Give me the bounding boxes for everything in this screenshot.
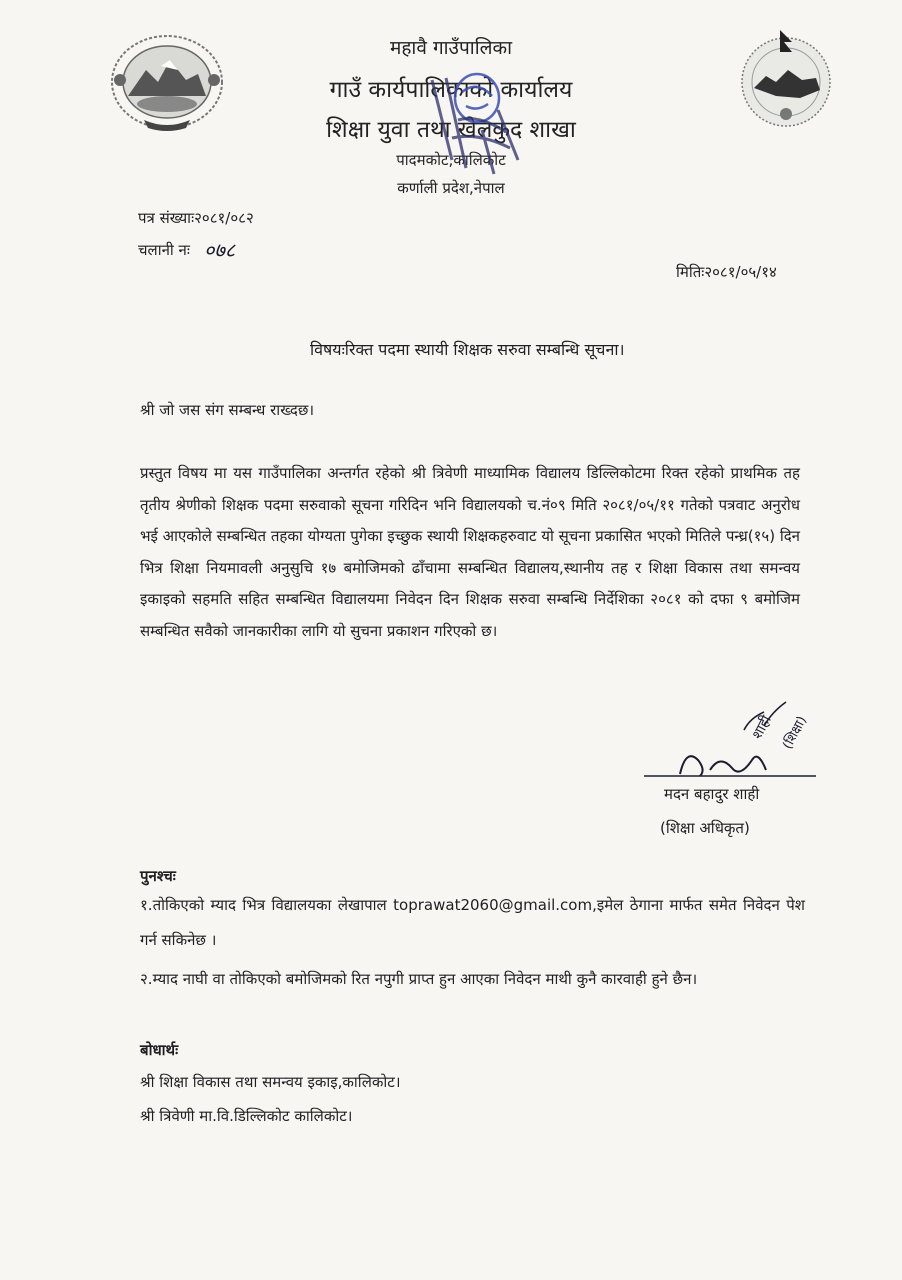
cc-label: बोधार्थः [140,1041,179,1059]
postscript-item-2: २.म्याद नाघी वा तोकिएको बमोजिमको रित नपुगी प्राप्त हुन आएका निवेदन माथी कुनै कारवाही हुने छैन। [140,970,698,988]
office-seal-stamp [422,50,532,180]
letter-reference-number: पत्र संख्याः२०८१/०८२ [138,209,254,227]
dispatch-number-handwritten: ०७८ [204,238,236,262]
municipality-name: महावै गाउँपालिका [389,37,513,59]
cc-recipient-2: श्री त्रिवेणी मा.वि.डिल्लिकोट कालिकोट। [140,1107,353,1125]
signatory-name: मदन बहादुर शाही [664,785,760,803]
province-name: कर्णाली प्रदेश,नेपाल [397,179,505,197]
svg-text:शाही: शाही [749,712,775,742]
svg-text:(शिक्षा): (शिक्षा) [780,713,810,752]
notice-body-paragraph: प्रस्तुत विषय मा यस गाउँपालिका अन्तर्गत रहेको श्री त्रिवेणी माध्यामिक विद्यालय डिल्लिकोटमा रिक्त रहेको प्राथमिक तह तृतीय श्रेणीको शिक्षक पदमा सरुवाको सूचना गरिदिन भनि विद्यालयको च.नं०९ मिति २०८१/०५/११ गतेको पत्रवाट अनुरोध भई आएकोले सम्बन्धित तहका योग्यता पुगेका इच्छुक स्थायी शिक्षकहरुवाट यो सूचना प्रकासित भएको मितिले पन्ध्र(१५) दिन भित्र शिक्षा नियमावली अनुसुचि १७ बमोजिमको ढाँचामा सम्बन्धित विद्यालय,स्थानीय तह र शिक्षा विकास तथा समन्वय इकाइको सहमति सहित सम्बन्धित विद्यालयमा निवेदन दिन शिक्षक सरुवा सम्बन्धि निर्देशिका २०८१ को दफा ९ बमोजिम सम्बन्धित सवैको जानकारीका लागि यो सुचना प्रकाशन गरिएको छ। [140,464,800,640]
office-name: गाउँ कार्यपालिकाको कार्यालय [329,77,573,103]
signatory-title: (शिक्षा अधिकृत) [660,819,750,837]
letter-date: मितिः२०८१/०५/१४ [676,263,777,281]
handwritten-signature [640,690,820,786]
office-address: पादमकोट,कालिकोट [396,151,506,169]
letter-salutation: श्री जो जस संग सम्बन्ध राख्दछ। [140,401,315,419]
cc-recipient-1: श्री शिक्षा विकास तथा समन्वय इकाइ,कालिकोट। [140,1073,401,1091]
letter-subject: विषयःरिक्त पदमा स्थायी शिक्षक सरुवा सम्बन्धि सूचना। [310,340,625,359]
postscript-item-1: १.तोकिएको म्याद भित्र विद्यालयका लेखापाल toprawat2060@gmail.com,इमेल ठेगाना मार्फत समेत निवेदन पेश गर्न सकिनेछ । [140,896,805,949]
section-name: शिक्षा युवा तथा खेलकुद शाखा [326,117,576,143]
postscript-label: पुनश्चः [140,867,176,885]
dispatch-number-label: चलानी नः [138,241,190,259]
